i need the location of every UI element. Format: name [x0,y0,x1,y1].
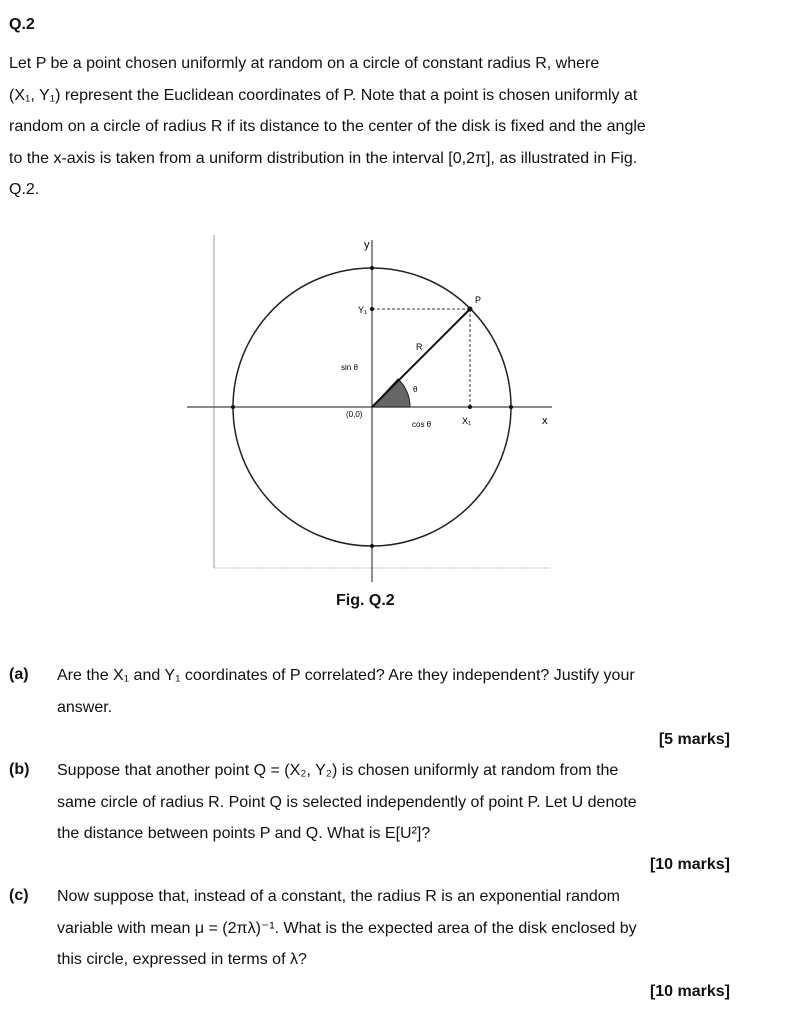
part-line: this circle, expressed in terms of λ? [57,951,307,968]
part-c-label: (c) [9,887,29,904]
x1-marker [468,405,472,409]
circle-top-marker [370,266,374,270]
y1-marker [370,307,374,311]
y1-label: Y₁ [358,305,368,315]
radius-line [372,309,470,407]
theta-wedge [372,379,410,407]
part-line: Suppose that another point Q = (X₂, Y₂) is chosen uniformly at random from the [57,762,619,779]
part-a-label: (a) [9,666,29,683]
figure-caption: Fig. Q.2 [336,592,395,609]
part-line: answer. [57,698,113,716]
origin-label: (0,0) [346,410,363,419]
part-line: Are the X₁ and Y₁ coordinates of P correlated? Are they independent? Justify your [57,667,635,684]
x1-label: X₁ [462,416,472,426]
circle-right-marker [509,405,513,409]
part-c-text [57,881,727,976]
intro-line: random on a circle of radius R if its distance to the center of the disk is fixed and the angle [9,118,646,135]
part-a-text [57,660,727,723]
y-axis-label: y [364,239,370,251]
part-line: same circle of radius R. Point Q is selected independently of point P. Let U denote [57,793,637,811]
radius-label: R [416,342,423,352]
intro-line: Let P be a point chosen uniformly at random on a circle of constant radius R, where [9,55,600,72]
intro-line: Q.2. [9,181,40,198]
x-axis-label: x [542,415,548,427]
part-b-label: (b) [9,761,30,778]
circle-left-marker [231,405,235,409]
part-c-marks: [10 marks] [649,983,730,1000]
intro-line: to the x-axis is taken from a uniform distribution in the interval [0,2π], as illustrated in Fig. [9,149,638,167]
cos-label: cos θ [412,420,432,429]
sin-label: sin θ [341,363,358,372]
intro-line: (X₁, Y₁) represent the Euclidean coordinates of P. Note that a point is chosen uniformly at [9,86,638,104]
circle-bottom-marker [370,544,374,548]
part-line: Now suppose that, instead of a constant, the radius R is an exponential random [57,888,621,905]
part-line: the distance between points P and Q. What is E[U²]? [57,825,431,842]
part-line: variable with mean μ = (2πλ)⁻¹. What is the expected area of the disk enclosed by [57,919,637,937]
question-title: Q.2 [9,16,35,33]
part-a-marks: [5 marks] [658,731,730,748]
point-p-label: P [475,295,482,305]
part-b-marks: [10 marks] [649,856,730,873]
part-b-text [57,755,727,850]
point-p-marker [468,307,473,312]
theta-label: θ [413,385,418,394]
